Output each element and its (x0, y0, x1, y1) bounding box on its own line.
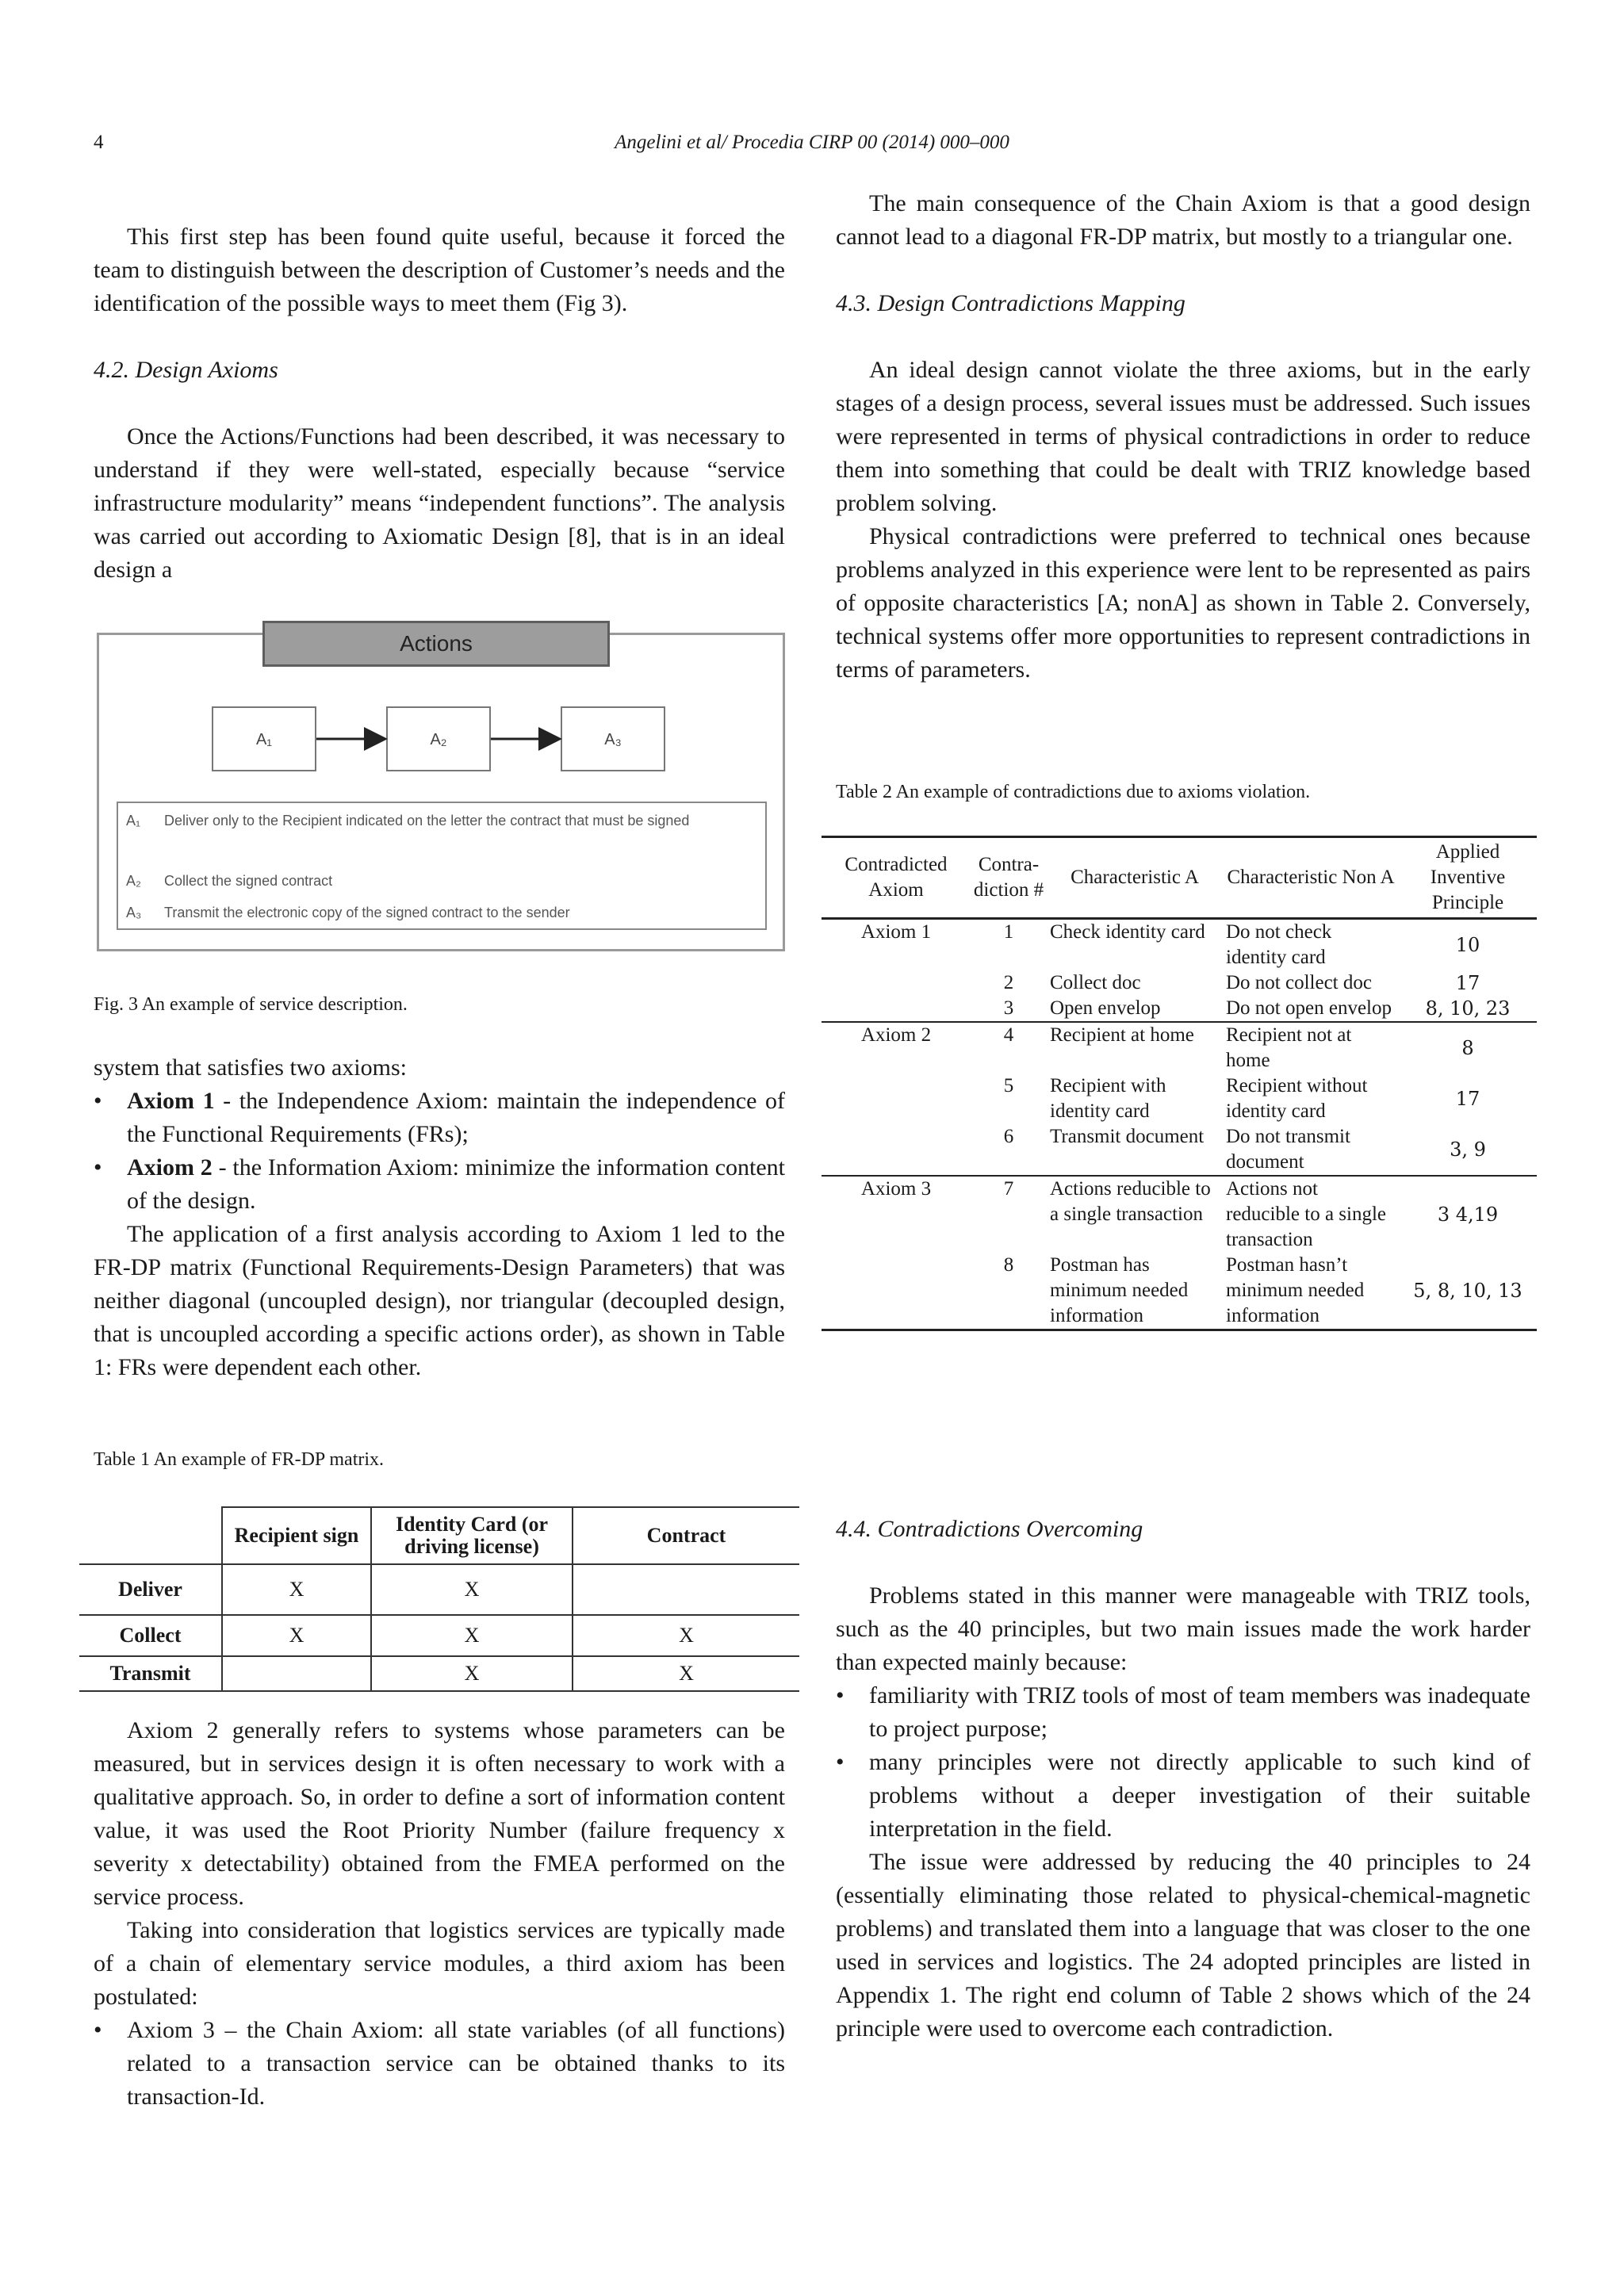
paragraph: system that satisfies two axioms: (94, 1054, 407, 1081)
axiom-cell (822, 1124, 971, 1176)
number-cell: 8 (971, 1253, 1047, 1330)
axiom-cell: Axiom 3 (822, 1176, 971, 1253)
principle-cell: 3 4,19 (1399, 1176, 1537, 1253)
characteristic-nona-cell: Recipient without identity card (1226, 1075, 1368, 1122)
axiom-cell (822, 996, 971, 1022)
principle-cell: 8, 10, 23 (1425, 997, 1511, 1020)
paragraph: The issue were addressed by reducing the 40 principles to 24 (essentially eliminating those related to physical-chemical-magnetic problems) and translated them into a language that was closer to the one used in services and logistics. The 24 adopted principles are listed in Appendix 1. The right end column of Table 2 shows which of the 24 principle were used to overcome each contradiction. (836, 1849, 1530, 2042)
table-row (822, 1124, 1537, 1176)
table-header-cell: Identity Card (or driving license) (371, 1507, 573, 1564)
axiom-2-text: - the Information Axiom: minimize the information content of the design. (127, 1154, 785, 1214)
legend-label: A₃ (126, 905, 142, 920)
characteristic-a-cell: Transmit document (1050, 1126, 1205, 1147)
right-column-upper (836, 187, 1530, 687)
action-box-a1: A₁ (212, 706, 316, 771)
paragraph: The application of a first analysis according to Axiom 1 led to the FR-DP matrix (Functional Requirements-Design Parameters) that was neither diagonal (uncoupled design), nor triangular (decoupled design, that is uncoupled according a specific actions order), as shown in Table 1: FRs were dependent each other. (94, 1221, 785, 1380)
row-header: Deliver (79, 1564, 222, 1615)
row-header: Collect (79, 1615, 222, 1656)
table-row (79, 1656, 799, 1691)
axiom-1-text: - the Independence Axiom: maintain the independence of the Functional Requirements (FRs); (127, 1088, 785, 1147)
legend-text: Deliver only to the Recipient indicated on the letter the contract that must be signed (164, 813, 690, 828)
characteristic-nona-cell: Actions not reducible to a single transaction (1223, 1176, 1399, 1253)
legend-text: Transmit the electronic copy of the signed contract to the sender (164, 905, 570, 920)
table-cell: X (679, 1624, 694, 1647)
action-box-a2: A₂ (386, 706, 491, 771)
axiom-cell: Axiom 2 (822, 1022, 971, 1073)
table-row (822, 1253, 1537, 1330)
table-row (822, 970, 1537, 996)
table-header-cell: Characteristic A (1047, 837, 1223, 919)
axiom-cell (822, 1073, 971, 1124)
paragraph: An ideal design cannot violate the three axioms, but in the early stages of a design process, several issues must be addressed. Such issues were represented in terms of physical contradictions in order to reduce them into something that could be dealt with TRIZ knowledge based problem solving. (836, 357, 1530, 516)
table-cell: X (679, 1662, 694, 1685)
principle-cell: 10 (1455, 934, 1480, 956)
table-row (822, 1073, 1537, 1124)
characteristic-a-cell: Collect doc (1050, 972, 1141, 993)
paragraph: Taking into consideration that logistics services are typically made of a chain of elementary service modules, a third axiom has been postulated: (94, 1917, 785, 2010)
table-header-cell: Recipient sign (222, 1507, 371, 1564)
left-column-upper (94, 220, 785, 587)
bullet-axiom-3 (94, 2014, 785, 2114)
characteristic-nona-cell: Do not collect doc (1226, 972, 1372, 993)
running-title: Angelini et al/ Procedia CIRP 00 (2014) 000–000 (615, 132, 1009, 153)
row-header: Transmit (79, 1656, 222, 1691)
bullet-dot: • (94, 1154, 102, 1181)
table-2 (822, 836, 1537, 1331)
table-cell (573, 1564, 799, 1615)
axiom-3-text: Axiom 3 – the Chain Axiom: all state variables (of all functions) related to a transaction service can be obtained thanks to its transaction-Id. (127, 2017, 785, 2110)
figure-3-caption: Fig. 3 An example of service description. (94, 994, 408, 1015)
table-header-cell: Contra-diction # (971, 837, 1047, 919)
bullet-text: many principles were not directly applicable to such kind of problems without a deeper investigation of their suitable interpretation in the field. (869, 1749, 1530, 1842)
table-header-row (822, 837, 1537, 919)
section-heading-4-2: 4.2. Design Axioms (94, 357, 278, 383)
table-cell: X (222, 1615, 371, 1656)
table-cell: X (371, 1564, 573, 1615)
axiom-cell (822, 970, 971, 996)
table-cell: X (222, 1564, 371, 1615)
table-row (822, 919, 1537, 971)
characteristic-a-cell: Recipient with identity card (1050, 1075, 1166, 1122)
paragraph: Axiom 2 generally refers to systems whose parameters can be measured, but in services design it is often necessary to work with a qualitative approach. So, in order to define a sort of information content value, it was used the Root Priority Number (failure frequency x severity x detectability) obtained from the FMEA performed on the service process. (94, 1717, 785, 1910)
table-header-row (79, 1507, 799, 1564)
bullet-item (836, 1679, 1530, 1746)
axiom-1-label: Axiom 1 (127, 1088, 215, 1114)
table-row (822, 1022, 1537, 1073)
number-cell: 7 (971, 1176, 1047, 1253)
characteristic-a-cell: Open envelop (1050, 997, 1161, 1019)
table-1 (79, 1506, 799, 1692)
table-header-cell: Contract (573, 1507, 799, 1564)
characteristic-a-cell: Check identity card (1050, 921, 1205, 943)
figure-title: Actions (262, 621, 610, 667)
bullet-text: familiarity with TRIZ tools of most of team members was inadequate to project purpose; (869, 1682, 1530, 1742)
characteristic-nona-cell: Do not transmit document (1226, 1126, 1350, 1173)
principle-cell: 5, 8, 10, 13 (1399, 1253, 1537, 1330)
characteristic-nona-cell: Postman hasn’t minimum needed information (1223, 1253, 1399, 1330)
left-column-middle (94, 1051, 785, 1384)
bullet-dot: • (94, 2017, 102, 2043)
number-cell: 5 (1003, 1075, 1014, 1096)
principle-cell: 17 (1455, 1088, 1480, 1110)
characteristic-nona-cell: Do not open envelop (1226, 997, 1392, 1019)
number-cell: 4 (971, 1022, 1047, 1073)
characteristic-a-cell: Recipient at home (1047, 1022, 1223, 1073)
figure-3 (97, 633, 785, 951)
table-row (822, 996, 1537, 1022)
characteristic-nona-cell: Recipient not at home (1223, 1022, 1399, 1073)
table-row (822, 1176, 1537, 1253)
principle-cell: 17 (1455, 972, 1480, 994)
number-cell: 6 (1003, 1126, 1014, 1147)
number-cell: 1 (1003, 921, 1014, 943)
axiom-2-label: Axiom 2 (127, 1154, 213, 1181)
principle-cell: 3, 9 (1450, 1138, 1486, 1161)
bullet-item (836, 1746, 1530, 1846)
table-header-cell (79, 1507, 222, 1564)
table-header-cell: Contradicted Axiom (822, 837, 971, 919)
section-heading-4-4: 4.4. Contradictions Overcoming (836, 1516, 1143, 1542)
right-column-lower (836, 1513, 1530, 2045)
section-heading-4-3: 4.3. Design Contradictions Mapping (836, 290, 1185, 316)
bullet-dot: • (94, 1088, 102, 1114)
bullet-dot: • (836, 1749, 845, 1775)
page-number: 4 (94, 132, 104, 153)
axiom-cell: Axiom 1 (860, 921, 932, 943)
table-header-cell: Applied Inventive Principle (1399, 837, 1537, 919)
number-cell: 2 (1003, 972, 1014, 993)
characteristic-nona-cell: Do not check identity card (1226, 921, 1332, 968)
number-cell: 3 (1003, 997, 1014, 1019)
paragraph: Once the Actions/Functions had been described, it was necessary to understand if they were well-stated, especially because “service infrastructure modularity” means “independent functions”. The analysis was carried out according to Axiomatic Design [8], that is in an ideal design a (94, 423, 785, 583)
table-cell: X (371, 1615, 573, 1656)
legend-label: A₁ (126, 813, 141, 828)
paragraph: The main consequence of the Chain Axiom is that a good design cannot lead to a diagonal FR-DP matrix, but mostly to a triangular one. (836, 190, 1530, 250)
figure-legend (117, 802, 767, 930)
table-cell: X (371, 1656, 573, 1691)
table-1-caption: Table 1 An example of FR-DP matrix. (94, 1449, 385, 1470)
characteristic-a-cell: Actions reducible to a single transaction (1047, 1176, 1223, 1253)
principle-cell: 8 (1399, 1022, 1537, 1073)
table-cell (222, 1656, 371, 1691)
table-row (79, 1615, 799, 1656)
bullet-axiom-2 (94, 1151, 785, 1218)
paragraph: Problems stated in this manner were manageable with TRIZ tools, such as the 40 principles, but two main issues made the work harder than expected mainly because: (836, 1582, 1530, 1675)
table-row (79, 1564, 799, 1615)
legend-text: Collect the signed contract (164, 873, 333, 889)
paragraph: Physical contradictions were preferred to technical ones because problems analyzed in this experience were lent to be represented as pairs of opposite characteristics [A; nonA] as shown in Table 2. Conversely, technical systems offer more opportunities to represent contradictions in terms of parameters. (836, 523, 1530, 683)
axiom-cell (822, 1253, 971, 1330)
table-header-cell: Characteristic Non A (1223, 837, 1399, 919)
table-2-caption: Table 2 An example of contradictions due to axioms violation. (836, 782, 1311, 802)
characteristic-a-cell: Postman has minimum needed information (1047, 1253, 1223, 1330)
left-column-lower (94, 1714, 785, 2114)
bullet-dot: • (836, 1682, 845, 1709)
paragraph: This first step has been found quite useful, because it forced the team to distinguish between the description of Customer’s needs and the identification of the possible ways to meet them (Fig 3). (94, 224, 785, 316)
action-box-a3: A₃ (561, 706, 665, 771)
bullet-axiom-1 (94, 1085, 785, 1151)
legend-label: A₂ (126, 873, 141, 889)
